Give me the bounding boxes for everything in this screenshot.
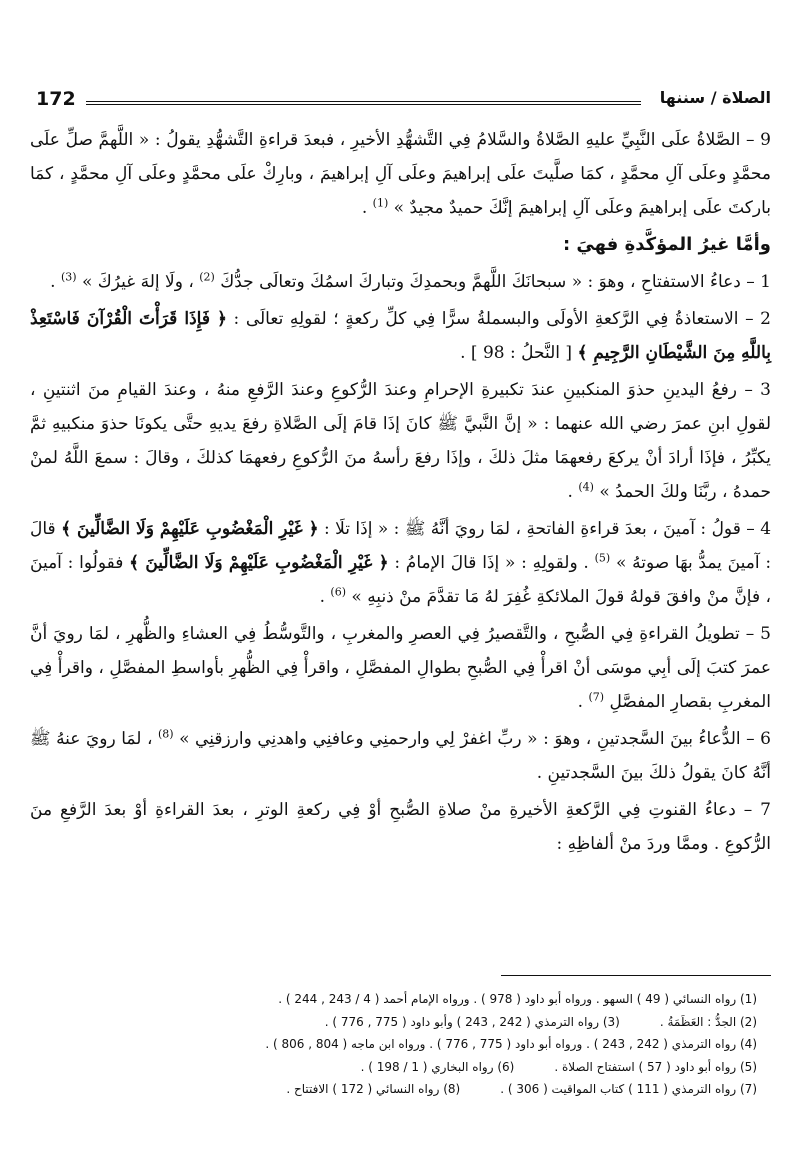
paragraph-text: 6 – الدُّعاءُ بينَ السَّجدتينِ ، وهوَ : « ربِّ اغفرْ لِي وارحمنِي وعافنِي واهدنِي وارزقنِي » — [179, 729, 771, 749]
running-title: الصلاة / سننها — [659, 88, 771, 107]
paragraph-text: فقولُوا : آمينَ ، فإنَّ منْ وافقَ قولهُ قولَ الملائكةِ غُفِرَ لهُ مَا تقدَّمَ منْ ذنبِهِ » — [30, 553, 771, 607]
page-header — [36, 88, 771, 116]
footnote-2: (2) الجدُّ : العَظَمَةُ . — [659, 1014, 757, 1029]
header-rule — [86, 101, 641, 105]
quran-verse: ﴿ فَإِذَا قَرَأْتَ الْقُرْآنَ فَاسْتَعِذْ بِاللَّهِ مِنَ الشَّيْطَانِ الرَّجِيمِ ﴾ — [30, 309, 771, 363]
section-subheading: وأمَّا غيرُ المؤكَّدةِ فهيَ : — [562, 234, 771, 255]
footnote-4: (4) رواه الترمذي ( 242 , 243 ) . ورواه أبو داود ( 775 , 776 ) . ورواه ابن ماجه ( 804 , 806 ) . — [265, 1037, 757, 1051]
footnote-row — [60, 1033, 757, 1056]
footnote-row — [60, 1056, 757, 1079]
paragraph-6-dua-between-prostrations — [30, 722, 771, 790]
paragraph-text: ، لمَا رويَ عنهُ ﷺ أنَّهُ كانَ يقولُ ذلكَ بينَ السَّجدتينِ . — [30, 729, 771, 783]
paragraph-2-isti-adha — [30, 302, 771, 370]
paragraph-text: ، ولَا إلهَ غيرُكَ » — [81, 272, 194, 292]
punctuation: . — [361, 198, 368, 218]
paragraph-9-salat-on-prophet — [30, 123, 771, 225]
footnote-ref: (6) — [330, 585, 346, 599]
main-text — [30, 123, 771, 864]
paragraph-text: 5 – تطويلُ القراءةِ فِي الصُّبحِ ، والتَّقصيرُ فِي العصرِ والمغربِ ، والتَّوسُّطُ فِي العشاءِ والظُّهرِ ، لمَا رويَ أنَّ عمرَ كتبَ إلَى أبِي موسَى أنْ اقرأْ فِي الصُّبحِ بطوالِ المفصَّلِ ، واقرأْ فِي الظُّهرِ بأواسطِ المفصَّلِ ، واقرأْ فِي المغربِ بقصارِ المفصَّلِ — [30, 624, 771, 712]
paragraph-text: 2 – الاستعاذةُ فِي الرَّكعةِ الأولَى والبسملةُ سرًّا فِي كلِّ ركعةٍ ؛ لقولِهِ تعالَى : — [233, 309, 771, 329]
paragraph-7-qunut — [30, 793, 771, 861]
verse-citation: [ النَّحلُ : 98 ] . — [460, 343, 573, 363]
footnote-separator — [501, 975, 771, 976]
paragraph-4-amin — [30, 512, 771, 614]
paragraph-text: قالَ : آمينَ يمدُّ بهَا صوتهُ » — [30, 519, 772, 573]
page-number: 172 — [36, 88, 76, 110]
footnote-5: (5) رواه أبو داود ( 57 ) استفتاح الصلاة . — [554, 1059, 757, 1074]
footnote-1: (1) رواه النسائي ( 49 ) السهو . ورواه أبو داود ( 978 ) . ورواه الإمام أحمد ( 4 / 243 , 244 ) . — [278, 992, 757, 1006]
footnote-7: (7) رواه الترمذي ( 111 ) كتاب المواقيت ( 306 ) . — [500, 1082, 757, 1096]
footnote-ref: (3) — [60, 270, 77, 284]
footnote-ref: (7) — [588, 690, 605, 704]
footnote-6: (6) رواه البخاري ( 1 / 198 ) . — [360, 1059, 515, 1074]
paragraph-text: . ولقولِهِ : « إذَا قالَ الإمامُ : — [394, 553, 589, 573]
paragraph-text: 9 – الصَّلاةُ علَى النَّبِيِّ عليهِ الصَّلاةُ والسَّلامُ فِي التَّشهُّدِ الأخيرِ ، فبعدَ قراءةِ التَّشهُّدِ يقولُ : « اللَّهمَّ صلِّ علَى محمَّدٍ وعلَى آلِ محمَّدٍ ، كمَا صلَّيتَ علَى إبراهيمَ وعلَى آلِ إبراهيمَ ، وبارِكْ علَى محمَّدٍ وعلَى آلِ محمَّدٍ ، كمَا باركتَ علَى إبراهيمَ وعلَى آلِ إبراهيمَ إنَّكَ حميدٌ مجيدٌ » — [30, 130, 771, 218]
punctuation: . — [577, 692, 584, 712]
quran-verse: ﴿ غَيْرِ الْمَغْضُوبِ عَلَيْهِمْ وَلَا الضَّالِّينَ ﴾ — [61, 519, 319, 539]
footnote-row — [60, 1078, 757, 1101]
footnote-ref: (2) — [199, 270, 215, 284]
punctuation: . — [567, 482, 573, 502]
punctuation: . — [319, 587, 325, 607]
quran-verse: ﴿ غَيْرِ الْمَغْضُوبِ عَلَيْهِمْ وَلَا الضَّالِّينَ ﴾ — [129, 553, 389, 573]
footnote-ref: (4) — [578, 480, 594, 494]
footnotes — [60, 988, 757, 1101]
footnote-3: (3) رواه الترمذي ( 242 , 243 ) وأبو داود ( 775 , 776 ) . — [324, 1014, 620, 1029]
paragraph-text: 1 – دعاءُ الاستفتاحِ ، وهوَ : « سبحانَكَ اللَّهمَّ وبحمدِكَ وتباركَ اسمُكَ وتعالَى جدُّكَ — [220, 272, 771, 292]
paragraph-1-istiftah — [30, 265, 771, 299]
paragraph-3-raising-hands — [30, 373, 771, 509]
paragraph-text: 3 – رفعُ اليدينِ حذوَ المنكبينِ عندَ تكبيرةِ الإحرامِ وعندَ الرُّكوعِ وعندَ الرَّفعِ منهُ ، وعندَ القيامِ منَ اثنتينِ ، لقولِ ابنِ عمرَ رضي الله عنهما : « إنَّ النَّبيَّ ﷺ كانَ إذَا قامَ إلَى الصَّلاةِ رفعَ يديهِ حتَّى يكونَا حذوَ منكبيهِ ثمَّ يكبِّرُ ، فإذَا أرادَ أنْ يركعَ رفعهمَا مثلَ ذلكَ ، وإذَا رفعَ رأسهُ منَ الرُّكوعِ رفعهمَا كذلكَ ، وقالَ : سمعَ اللَّهُ لمنْ حمدهُ ، ربَّنَا ولكَ الحمدُ » — [30, 380, 771, 502]
footnote-row — [60, 988, 757, 1011]
paragraph-5-recitation-length — [30, 617, 771, 719]
footnote-ref: (8) — [157, 727, 174, 741]
paragraph-text: 4 – قولُ : آمينَ ، بعدَ قراءةِ الفاتحةِ ، لمَا رويَ أنَّهُ ﷺ : « إذَا تلَا : — [323, 519, 772, 539]
footnote-ref: (5) — [594, 551, 611, 565]
paragraph-text: 7 – دعاءُ القنوتِ فِي الرَّكعةِ الأخيرةِ منْ صلاةِ الصُّبحِ أوْ فِي ركعةِ الوترِ ، بعدَ القراءةِ أوْ بعدَ الرَّفعِ منَ الرُّكوعِ . وممَّا وردَ منْ ألفاظِهِ : — [30, 800, 771, 854]
footnote-row — [60, 1011, 757, 1034]
footnote-8: (8) رواه النسائي ( 172 ) الافتتاح . — [286, 1082, 461, 1096]
punctuation: . — [50, 272, 56, 292]
footnote-ref: (1) — [372, 196, 389, 210]
